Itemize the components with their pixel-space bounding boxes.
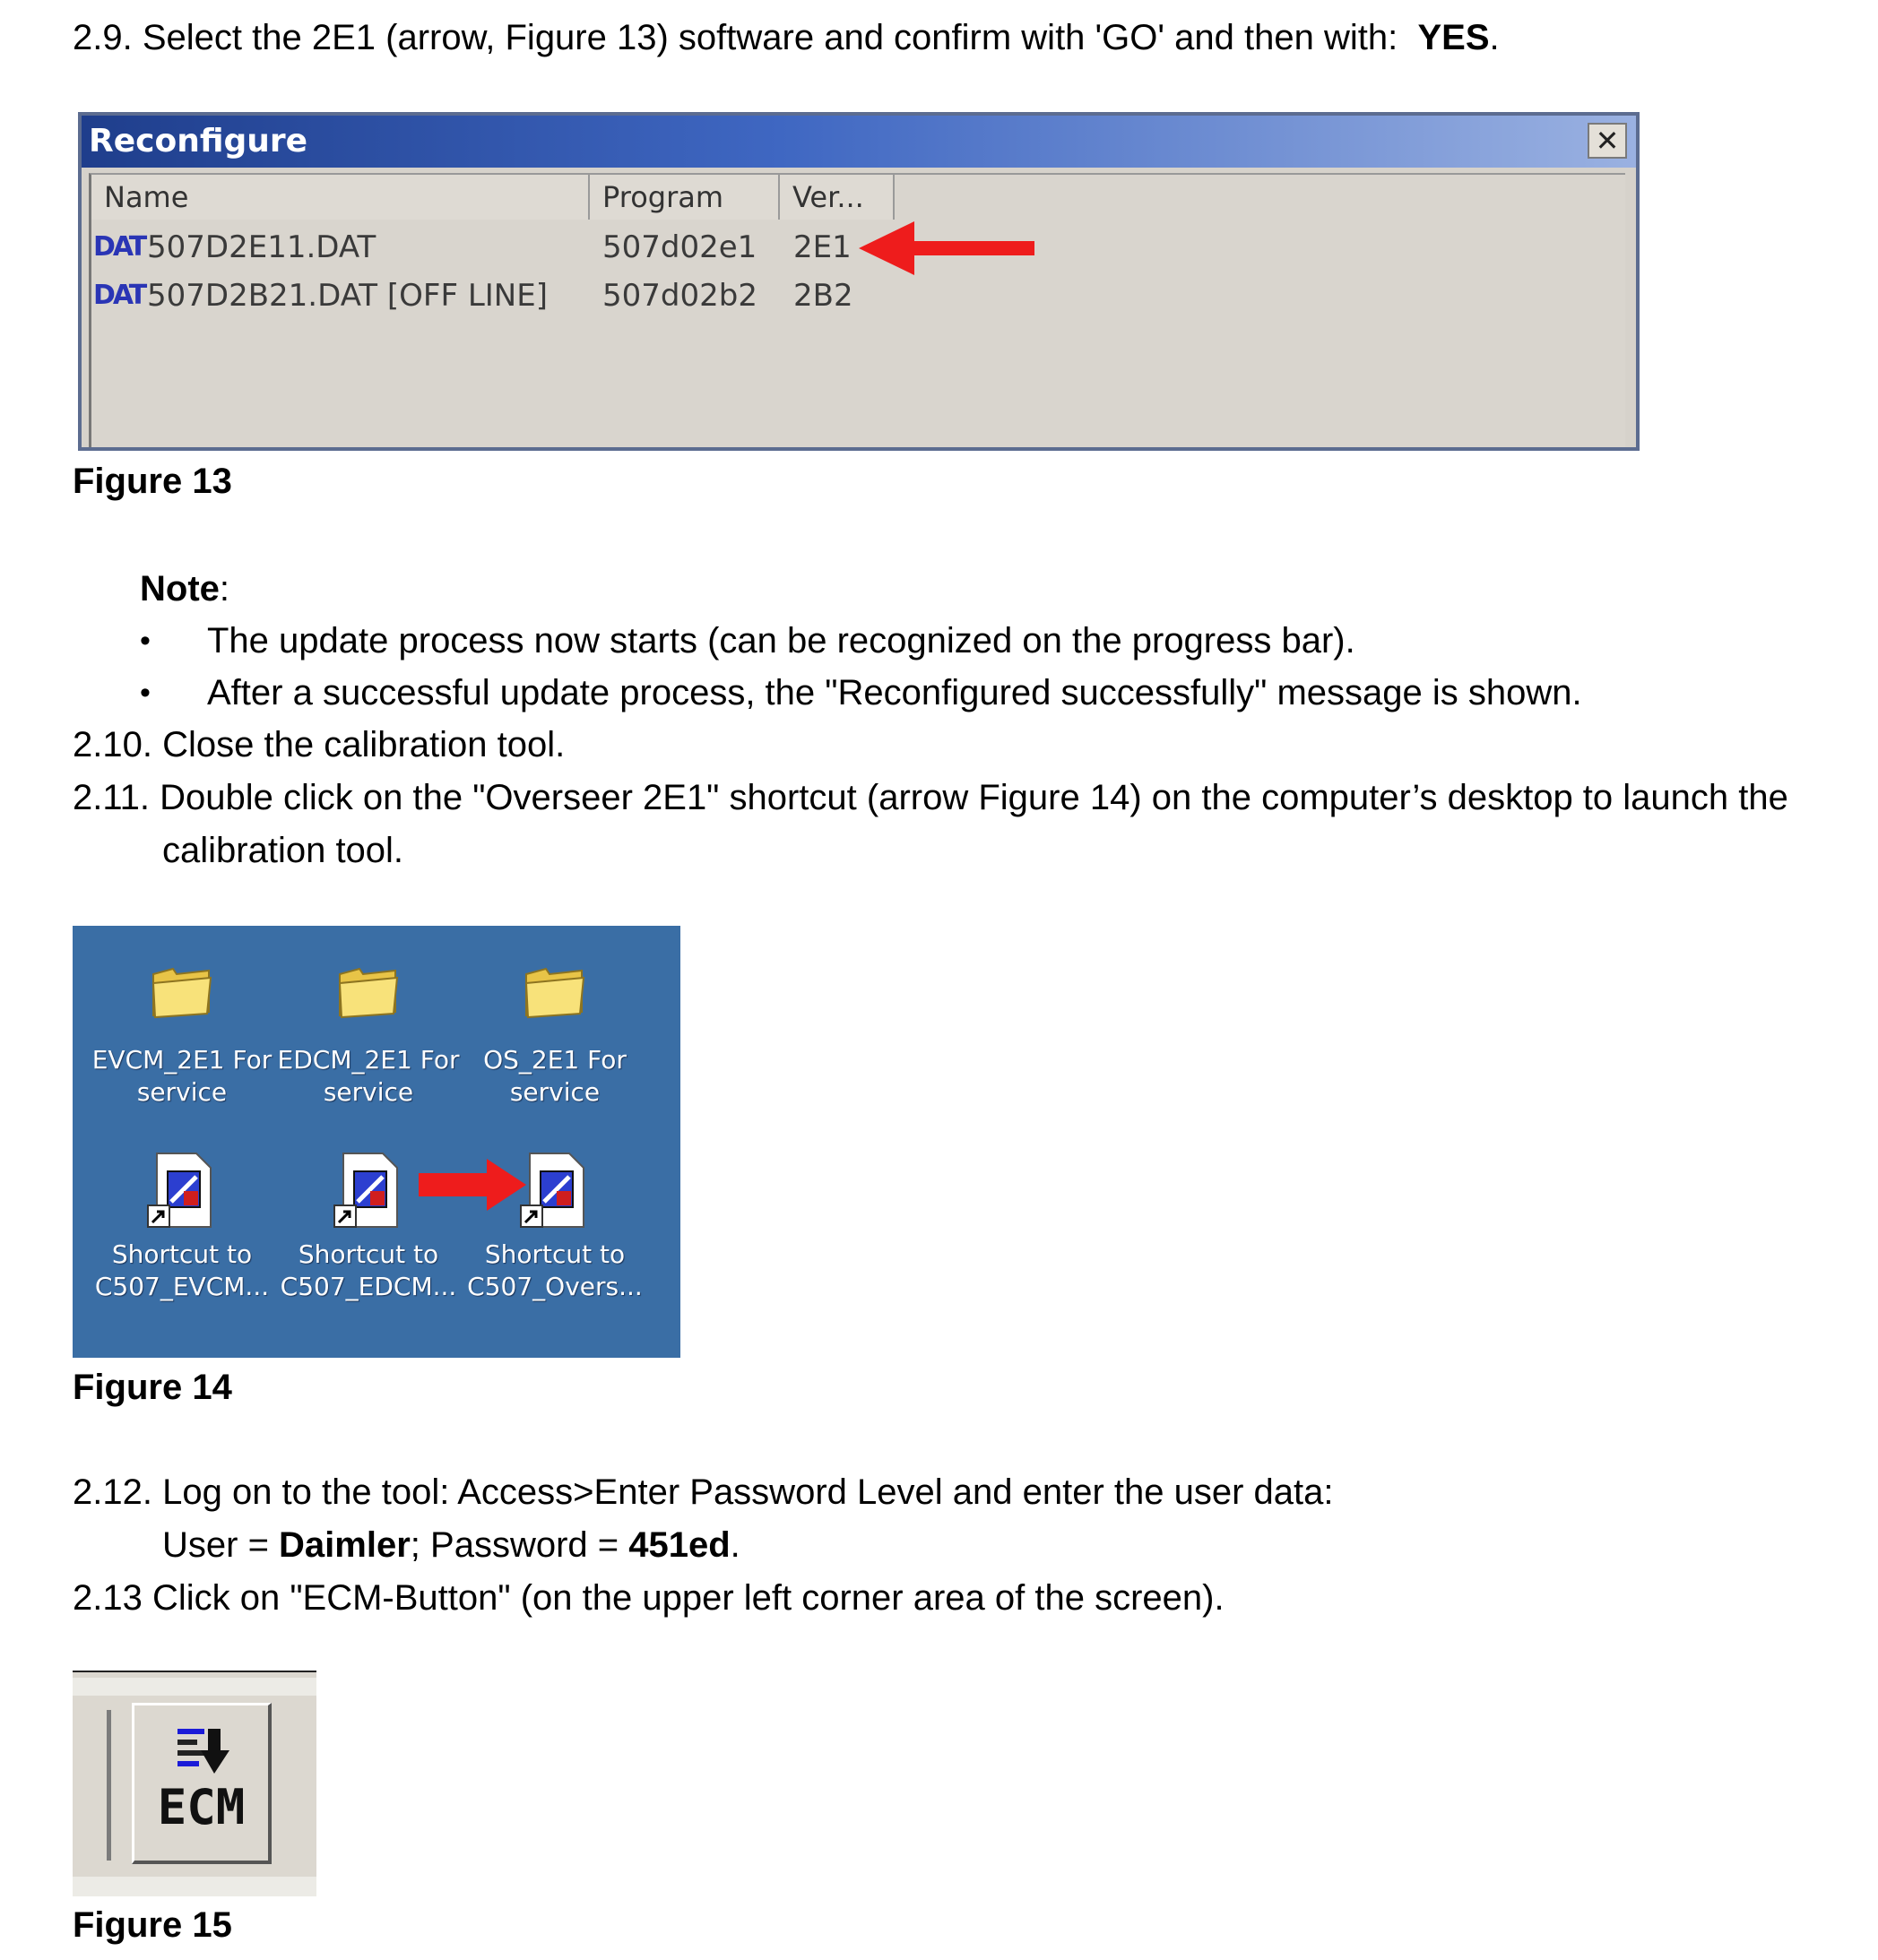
shortcut-label: Shortcut to C507_EVCM... [94, 1239, 270, 1301]
bullet-icon: • [140, 676, 151, 710]
figure-14-caption: Figure 14 [73, 1368, 232, 1407]
folder-os[interactable] [462, 962, 648, 1025]
folder-evcm[interactable] [89, 962, 275, 1025]
column-header-program[interactable]: Program [590, 175, 780, 220]
shortcut-icon [144, 1150, 220, 1232]
row-version: 2B2 [793, 278, 853, 314]
toolbar-strip [73, 1678, 316, 1696]
bullet-icon: • [140, 624, 151, 658]
step-2-9: 2.9. Select the 2E1 (arrow, Figure 13) software and confirm with 'GO' and then with: YES. [73, 18, 1500, 57]
folder-icon [336, 962, 401, 1021]
figure-13-caption: Figure 13 [73, 462, 232, 501]
folder-label: OS_2E1 For service [483, 1045, 627, 1107]
step-2-12 [73, 1471, 1333, 1514]
note-heading: Note: [140, 569, 230, 609]
step-2-10 [73, 723, 565, 766]
row-version: 2E1 [793, 229, 852, 265]
step-number: 2.12. [73, 1472, 152, 1512]
shortcut-icon [517, 1150, 593, 1232]
user-value: Daimler [279, 1525, 411, 1565]
step-2-13: 2.13 Click on "ECM-Button" (on the upper left corner area of the screen). [73, 1578, 1225, 1618]
software-list [89, 173, 1625, 447]
ecm-toolbar-crop [73, 1672, 316, 1896]
step-2-11 [73, 776, 1788, 819]
folder-icon [523, 962, 587, 1021]
column-header-version[interactable]: Ver... [780, 175, 895, 220]
step-text: Close the calibration tool. [162, 725, 566, 764]
step-2-11-continued: calibration tool. [162, 831, 404, 870]
separator [107, 1710, 111, 1861]
red-arrow-icon [417, 1157, 528, 1213]
folder-icon [150, 962, 214, 1021]
dat-file-icon: DAT [93, 231, 145, 263]
row-name: 507D2B21.DAT [OFF LINE] [147, 278, 548, 314]
toolbar-strip [73, 1877, 316, 1896]
close-icon[interactable]: ✕ [1588, 123, 1627, 159]
row-program: 507d02e1 [602, 229, 757, 265]
figure-15-caption: Figure 15 [73, 1905, 232, 1945]
column-header-name[interactable]: Name [91, 175, 590, 220]
shortcut-label: Shortcut to C507_Overs... [467, 1239, 643, 1301]
list-row-2b2[interactable] [91, 272, 988, 320]
step-text: Log on to the tool: Access>Enter Password Level and enter the user data: [162, 1472, 1334, 1512]
step-number: 2.10. [73, 725, 152, 764]
step-number: 2.9. [73, 18, 133, 57]
red-arrow-icon [859, 220, 1038, 277]
step-number: 2.11. [73, 778, 150, 817]
row-program: 507d02b2 [602, 278, 757, 314]
step-text: Double click on the "Overseer 2E1" shortcut (arrow Figure 14) on the computer’s desktop to launch the [160, 778, 1788, 817]
note-bullet-2: After a successful update process, the "Reconfigured successfully" message is shown. [207, 673, 1582, 712]
list-row-2e1[interactable] [91, 223, 988, 272]
ecm-button[interactable] [132, 1703, 272, 1864]
reconfigure-dialog [78, 112, 1640, 451]
dialog-title: Reconfigure [82, 116, 1636, 168]
ecm-document-icon [174, 1723, 231, 1777]
dat-file-icon: DAT [93, 280, 145, 311]
shortcut-icon [331, 1150, 406, 1232]
step-bold-yes: YES [1417, 18, 1490, 57]
desktop-screenshot [73, 926, 680, 1358]
note-bullet-1: The update process now starts (can be recognized on the progress bar). [207, 621, 1355, 661]
shortcut-evcm[interactable] [89, 1150, 275, 1237]
folder-label: EDCM_2E1 For service [277, 1045, 460, 1107]
password-value: 451ed [628, 1525, 731, 1565]
credentials-line: User = Daimler; Password = 451ed. [162, 1525, 740, 1565]
folder-edcm[interactable] [275, 962, 462, 1025]
step-text: Select the 2E1 (arrow, Figure 13) software and confirm with 'GO' and then with: [142, 18, 1398, 57]
shortcut-label: Shortcut to C507_EDCM... [280, 1239, 457, 1301]
folder-label: EVCM_2E1 For service [91, 1045, 273, 1107]
row-name: 507D2E11.DAT [147, 229, 376, 265]
ecm-label: ECM [157, 1779, 246, 1835]
